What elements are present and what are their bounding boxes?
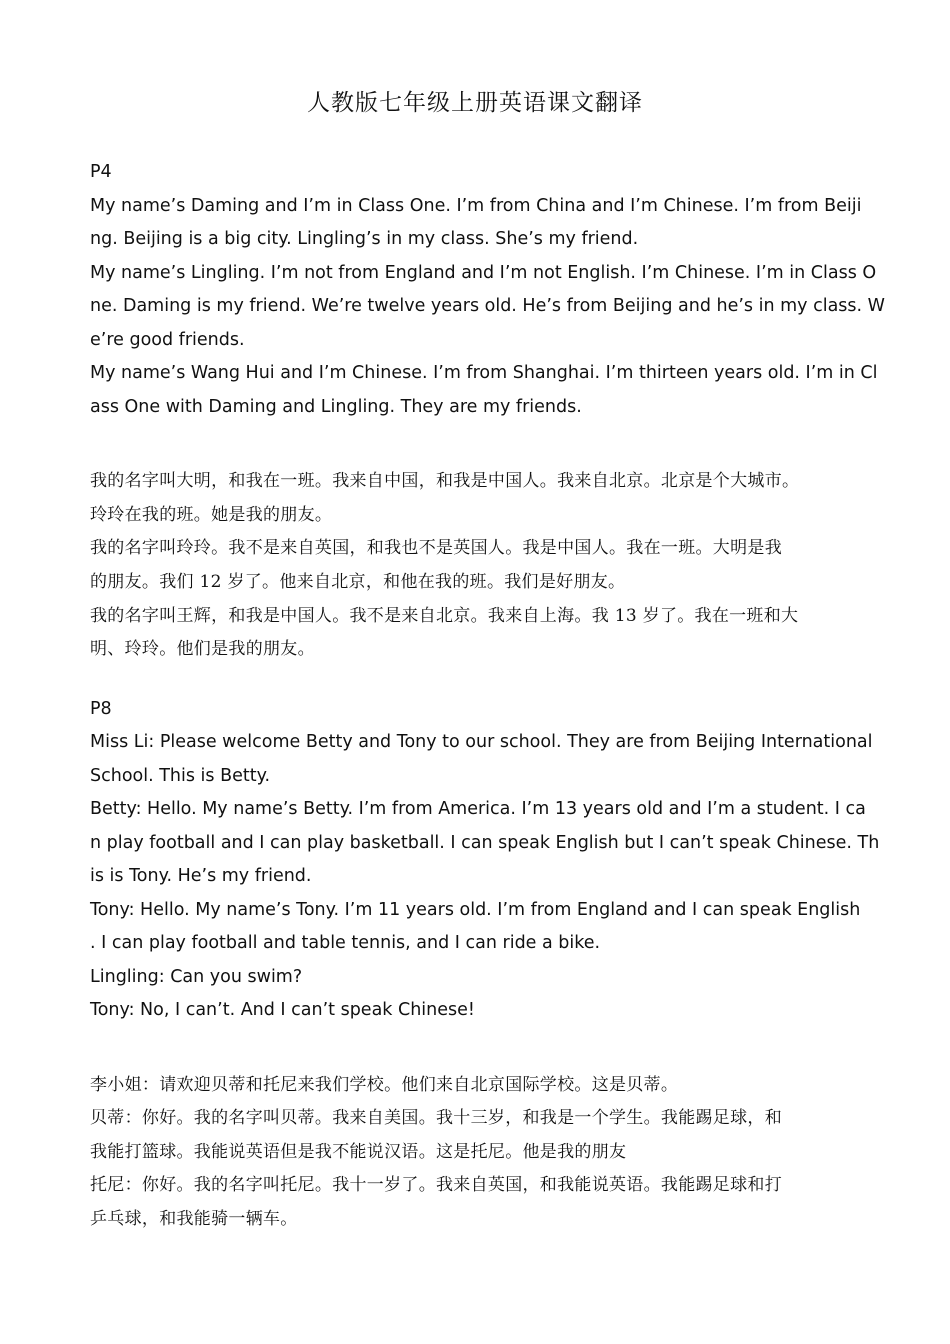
p8-chinese-line: 托尼：你好。我的名字叫托尼。我十一岁了。我来自英国，和我能说英语。我能踢足球和打 (90, 1175, 782, 1195)
p8-chinese-line: 我能打篮球。我能说英语但是我不能说汉语。这是托尼。他是我的朋友 (90, 1142, 627, 1162)
p4-chinese-line: 明、玲玲。他们是我的朋友。 (90, 639, 315, 659)
p4-english-line: ne. Daming is my friend. We’re twelve years old. He’s from Beijing and he’s in my class. W (90, 296, 885, 316)
p4-english-line: ass One with Daming and Lingling. They are my friends. (90, 397, 582, 417)
p8-chinese-line: 乒乓球，和我能骑一辆车。 (90, 1209, 298, 1229)
p8-english-line: Tony: Hello. My name’s Tony. I’m 11 years old. I’m from England and I can speak English (90, 900, 861, 920)
section-heading-p4: P4 (90, 162, 112, 182)
p4-english-line: My name’s Daming and I’m in Class One. I’m from China and I’m Chinese. I’m from Beiji (90, 196, 862, 216)
document-title: 人教版七年级上册英语课文翻译 (307, 90, 643, 116)
p4-chinese-line: 玲玲在我的班。她是我的朋友。 (90, 505, 333, 525)
p8-english-line: Lingling: Can you swim? (90, 967, 303, 987)
p8-english-line: n play football and I can play basketball. I can speak English but I can’t speak Chinese. Th (90, 833, 880, 853)
p4-english-line: My name’s Wang Hui and I’m Chinese. I’m from Shanghai. I’m thirteen years old. I’m in Cl (90, 363, 878, 383)
p4-chinese-line: 我的名字叫玲玲。我不是来自英国，和我也不是英国人。我是中国人。我在一班。大明是我 (90, 538, 782, 558)
p8-english-line: is is Tony. He’s my friend. (90, 866, 312, 886)
p8-chinese-line: 贝蒂：你好。我的名字叫贝蒂。我来自美国。我十三岁，和我是一个学生。我能踢足球，和 (90, 1108, 782, 1128)
p8-english-line: Tony: No, I can’t. And I can’t speak Chinese! (90, 1000, 475, 1020)
p8-chinese-line: 李小姐：请欢迎贝蒂和托尼来我们学校。他们来自北京国际学校。这是贝蒂。 (90, 1075, 679, 1095)
p4-english-line: ng. Beijing is a big city. Lingling’s in my class. She’s my friend. (90, 229, 639, 249)
p4-chinese-line: 我的名字叫王辉，和我是中国人。我不是来自北京。我来自上海。我 13 岁了。我在一班和大 (90, 606, 799, 626)
p4-english-line: e’re good friends. (90, 330, 245, 350)
p4-chinese-line: 我的名字叫大明，和我在一班。我来自中国，和我是中国人。我来自北京。北京是个大城市。 (90, 471, 800, 491)
p8-english-line: Betty: Hello. My name’s Betty. I’m from America. I’m 13 years old and I’m a student. I ca (90, 799, 866, 819)
p4-chinese-line: 的朋友。我们 12 岁了。他来自北京，和他在我的班。我们是好朋友。 (90, 572, 626, 592)
p8-english-line: School. This is Betty. (90, 766, 271, 786)
p8-english-line: . I can play football and table tennis, and I can ride a bike. (90, 933, 601, 953)
p8-english-line: Miss Li: Please welcome Betty and Tony to our school. They are from Beijing International (90, 732, 873, 752)
section-heading-p8: P8 (90, 699, 112, 719)
p4-english-line: My name’s Lingling. I’m not from England and I’m not English. I’m Chinese. I’m in Class O (90, 263, 877, 283)
